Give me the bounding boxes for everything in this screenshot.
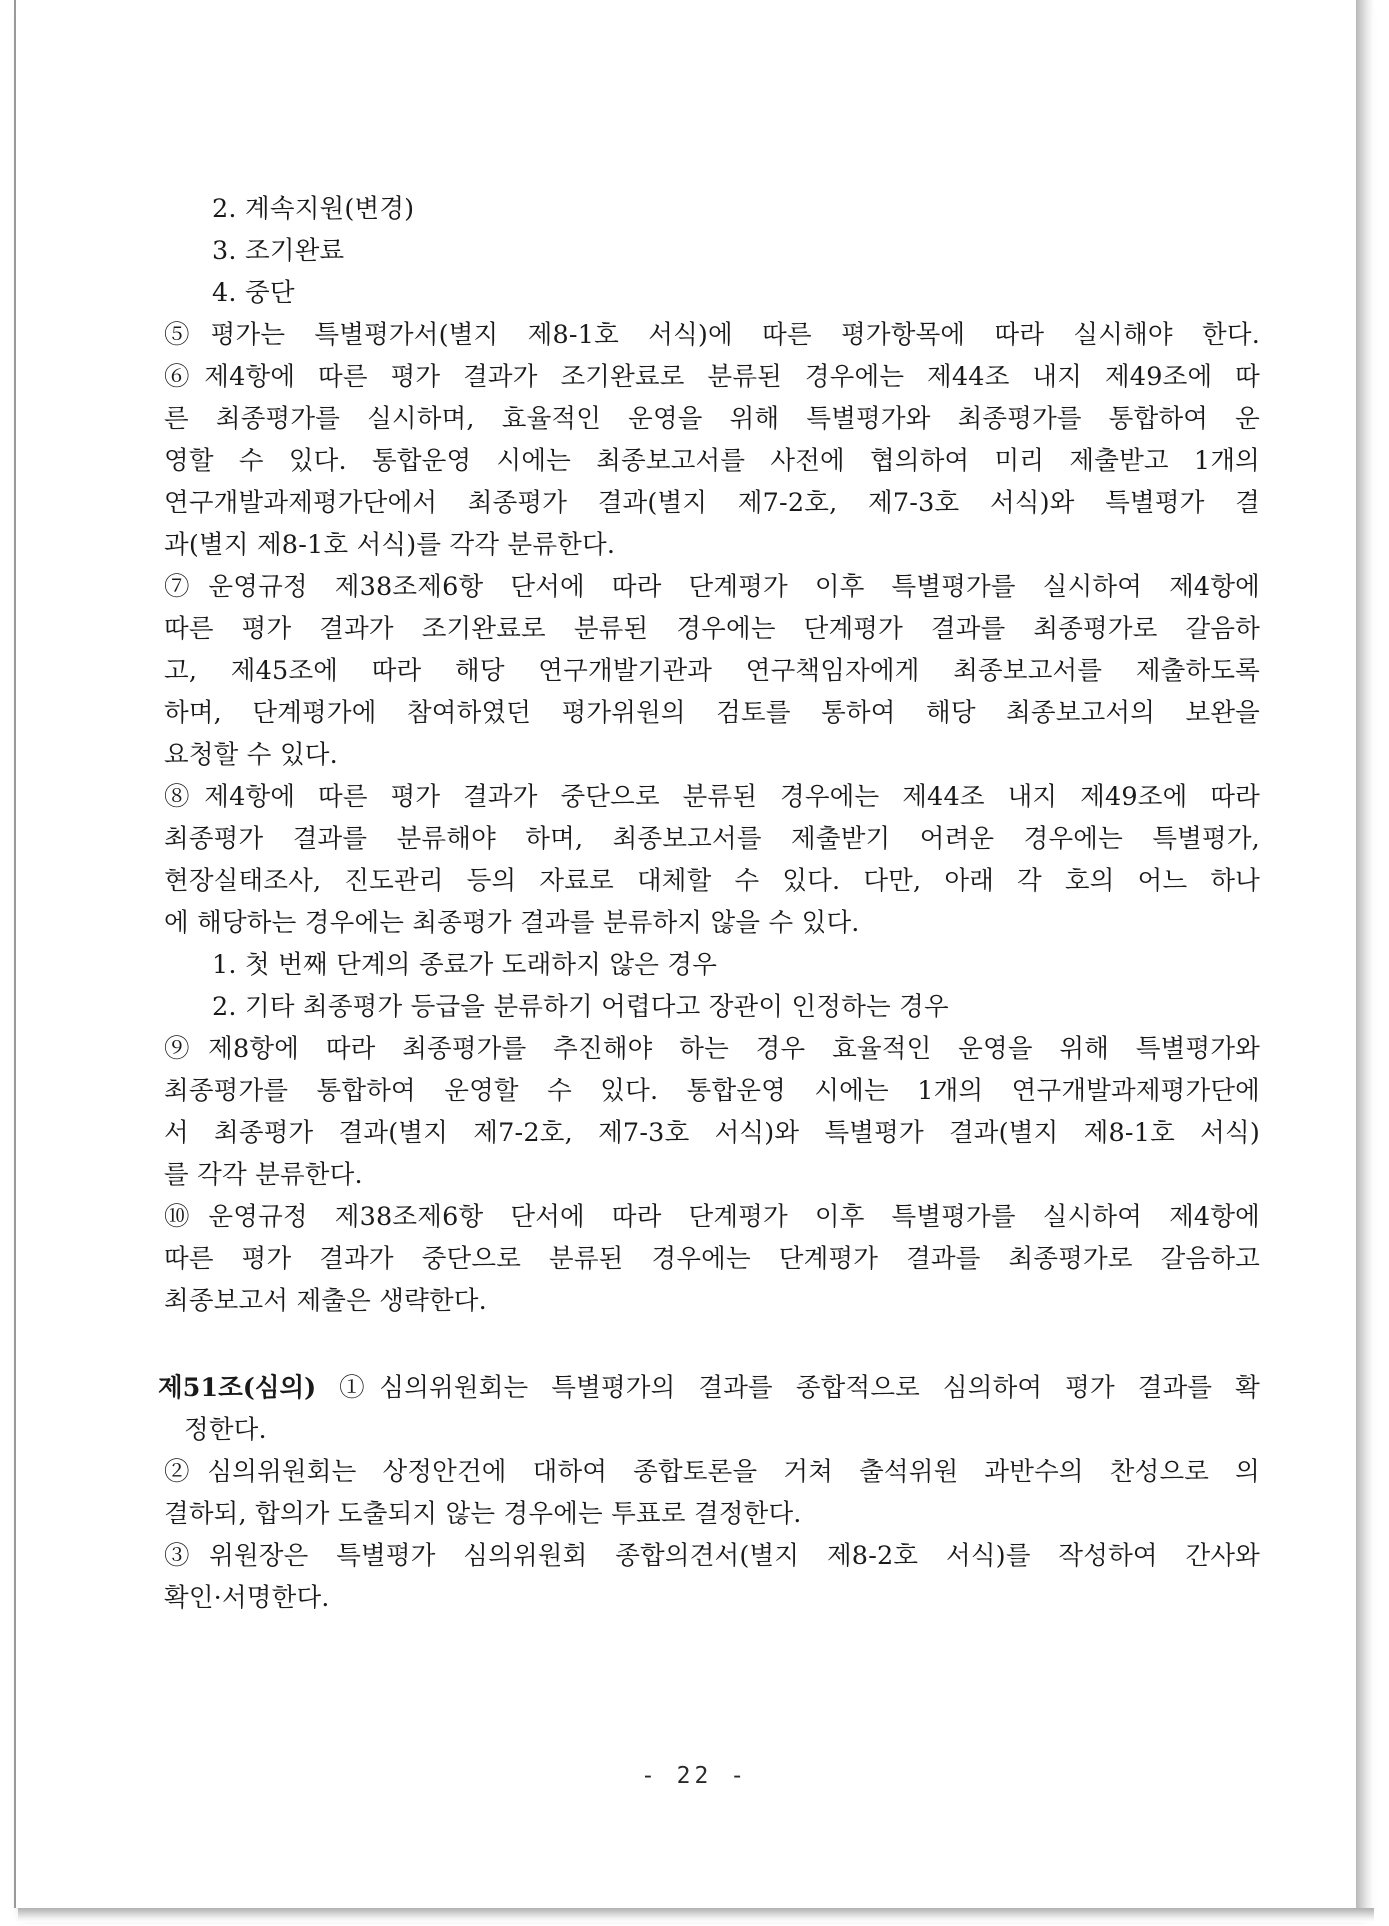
paragraph-9-line: 최종평가를 통합하여 운영할 수 있다. 통합운영 시에는 1개의 연구개발과제평가단에 xyxy=(164,1076,1260,1106)
list-item: 2. 기타 최종평가 등급을 분류하기 어렵다고 장관이 인정하는 경우 xyxy=(212,992,949,1022)
paragraph-6-line: 영할 수 있다. 통합운영 시에는 최종보고서를 사전에 협의하여 미리 제출받고 1개의 xyxy=(164,446,1260,476)
paragraph-9-line: ⑨제8항에 따라 최종평가를 추진해야 하는 경우 효율적인 운영을 위해 특별평가와 xyxy=(164,1034,1260,1064)
paragraph-6-line: 과(별지 제8-1호 서식)를 각각 분류한다. xyxy=(164,530,616,560)
paragraph-6-line: ⑥제4항에 따른 평가 결과가 조기완료로 분류된 경우에는 제44조 내지 제49조에 따 xyxy=(164,362,1260,392)
paragraph-8-line: 현장실태조사, 진도관리 등의 자료로 대체할 수 있다. 다만, 아래 각 호의 어느 하나 xyxy=(164,866,1260,896)
paragraph-6-line: 른 최종평가를 실시하며, 효율적인 운영을 위해 특별평가와 최종평가를 통합하여 운 xyxy=(164,404,1260,434)
paragraph-9-line: 를 각각 분류한다. xyxy=(164,1160,363,1190)
list-item: 1. 첫 번째 단계의 종료가 도래하지 않은 경우 xyxy=(212,950,718,980)
paragraph-9-line: 서 최종평가 결과(별지 제7-2호, 제7-3호 서식)와 특별평가 결과(별지 제8-1호 서식) xyxy=(164,1118,1260,1148)
paragraph-7-line: ⑦운영규정 제38조제6항 단서에 따라 단계평가 이후 특별평가를 실시하여 제4항에 xyxy=(164,572,1260,602)
paragraph-10-line: 최종보고서 제출은 생략한다. xyxy=(164,1286,487,1316)
list-item: 3. 조기완료 xyxy=(212,236,345,266)
article-51-para3-line: ③위원장은 특별평가 심의위원회 종합의견서(별지 제8-2호 서식)를 작성하여 간사와 xyxy=(164,1541,1260,1571)
paragraph-7-line: 하며, 단계평가에 참여하였던 평가위원의 검토를 통하여 해당 최종보고서의 보완을 xyxy=(164,698,1260,728)
paragraph-8-line: 에 해당하는 경우에는 최종평가 결과를 분류하지 않을 수 있다. xyxy=(164,908,860,938)
page-shadow-bottom xyxy=(18,1908,1374,1922)
paragraph-5: ⑤평가는 특별평가서(별지 제8-1호 서식)에 따른 평가항목에 따라 실시해야 한다. xyxy=(164,320,1260,350)
paragraph-6-line: 연구개발과제평가단에서 최종평가 결과(별지 제7-2호, 제7-3호 서식)와 특별평가 결 xyxy=(164,488,1260,518)
page-number: - 22 - xyxy=(640,1763,749,1789)
paragraph-10-line: ⑩운영규정 제38조제6항 단서에 따라 단계평가 이후 특별평가를 실시하여 제4항에 xyxy=(164,1202,1260,1232)
list-item: 2. 계속지원(변경) xyxy=(212,194,415,224)
paragraph-7-line: 요청할 수 있다. xyxy=(164,740,338,770)
article-51-first-line xyxy=(158,1366,1260,1410)
page-shadow-right xyxy=(1356,0,1374,1910)
paragraph-8-line: 최종평가 결과를 분류해야 하며, 최종보고서를 제출받기 어려운 경우에는 특별평가, xyxy=(164,824,1260,854)
paragraph-10-line: 따른 평가 결과가 중단으로 분류된 경우에는 단계평가 결과를 최종평가로 갈음하고 xyxy=(164,1244,1260,1274)
paragraph-8-line: ⑧제4항에 따른 평가 결과가 중단으로 분류된 경우에는 제44조 내지 제49조에 따라 xyxy=(164,782,1260,812)
paragraph-7-line: 고, 제45조에 따라 해당 연구개발기관과 연구책임자에게 최종보고서를 제출하도록 xyxy=(164,656,1260,686)
article-title: 제51조(심의) xyxy=(158,1373,317,1403)
article-51-para3-line: 확인·서명한다. xyxy=(164,1583,330,1613)
article-51-para2-line: ②심의위원회는 상정안건에 대하여 종합토론을 거쳐 출석위원 과반수의 찬성으로 의 xyxy=(164,1457,1260,1487)
article-51-line: 정한다. xyxy=(184,1415,267,1445)
article-51-para2-line: 결하되, 합의가 도출되지 않는 경우에는 투표로 결정한다. xyxy=(164,1499,802,1529)
list-item: 4. 중단 xyxy=(212,278,295,308)
article-51-text: ①심의위원회는 특별평가의 결과를 종합적으로 심의하여 평가 결과를 확 xyxy=(316,1373,1260,1403)
paragraph-7-line: 따른 평가 결과가 조기완료로 분류된 경우에는 단계평가 결과를 최종평가로 갈음하 xyxy=(164,614,1260,644)
